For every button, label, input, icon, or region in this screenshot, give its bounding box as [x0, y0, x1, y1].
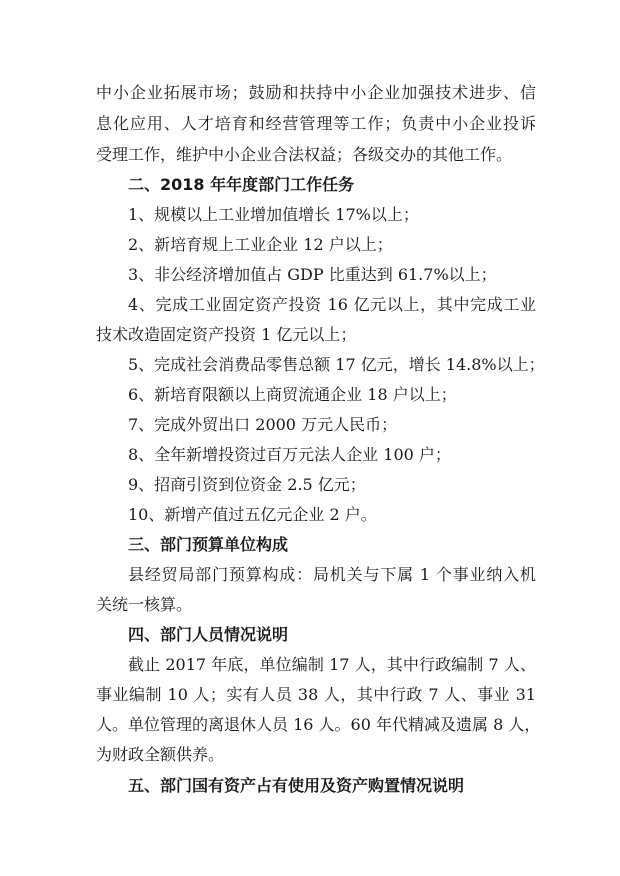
- paragraph-line: 县经贸局部门预算构成：局机关与下属 1 个事业纳入机: [128, 565, 536, 584]
- paragraph-line: 为财政全额供养。: [96, 745, 225, 764]
- list-item: 1、规模以上工业增加值增长 17%以上；: [128, 205, 419, 224]
- list-item: 8、全年新增投资过百万元法人企业 100 户；: [128, 445, 451, 464]
- list-item: 6、新培育限额以上商贸流通企业 18 户以上；: [128, 385, 457, 404]
- section-heading: 五、部门国有资产占有使用及资产购置情况说明: [128, 776, 465, 795]
- paragraph-line: 人。单位管理的离退休人员 16 人。60 年代精减及遗属 8 人，: [96, 715, 541, 734]
- list-item: 3、非公经济增加值占 GDP 比重达到 61.7%以上；: [128, 265, 497, 284]
- paragraph-line: 关统一核算。: [96, 595, 193, 614]
- section-heading: 三、部门预算单位构成: [128, 535, 289, 554]
- list-item: 2、新培育规上工业企业 12 户以上；: [128, 235, 393, 254]
- list-item: 10、新增产值过五亿元企业 2 户。: [128, 505, 377, 524]
- section-heading: 四、部门人员情况说明: [128, 625, 289, 644]
- section-heading: 二、2018 年年度部门工作任务: [128, 175, 355, 194]
- paragraph-line: 事业编制 10 人；实有人员 38 人，其中行政 7 人、事业 31: [96, 685, 536, 704]
- paragraph-line: 息化应用、人才培育和经营管理等工作；负责中小企业投诉: [96, 114, 536, 133]
- paragraph-line: 中小企业拓展市场；鼓励和扶持中小企业加强技术进步、信: [96, 83, 536, 102]
- paragraph-line: 截止 2017 年底，单位编制 17 人，其中行政编制 7 人、: [128, 655, 536, 674]
- list-item: 4、完成工业固定资产投资 16 亿元以上，其中完成工业: [128, 295, 536, 314]
- list-item: 5、完成社会消费品零售总额 17 亿元，增长 14.8%以上；: [128, 355, 545, 374]
- list-item: 7、完成外贸出口 2000 万元人民币；: [128, 415, 398, 434]
- list-item-continuation: 技术改造固定资产投资 1 亿元以上；: [96, 325, 357, 344]
- list-item: 9、招商引资到位资金 2.5 亿元；: [128, 475, 366, 494]
- paragraph-line: 受理工作，维护中小企业合法权益；各级交办的其他工作。: [96, 145, 513, 164]
